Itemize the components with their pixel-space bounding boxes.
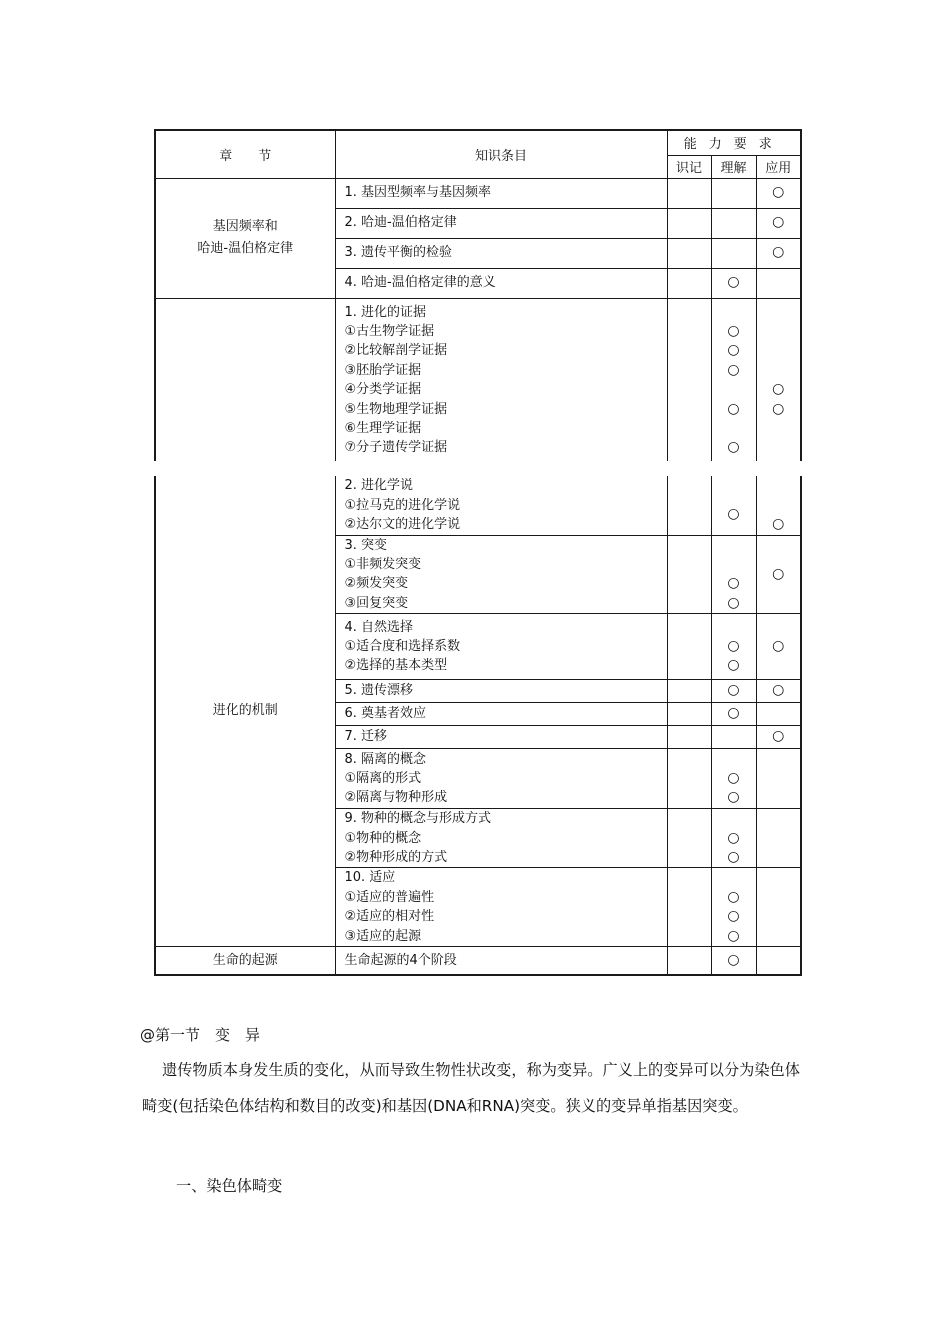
mark-circle: ○: [756, 614, 801, 680]
mark-circle: ○ ○ ○: [711, 868, 756, 947]
header-chapter: 章 节: [155, 130, 335, 178]
mark-circle: ○: [711, 680, 756, 703]
ability-requirements-table-part2: [154, 476, 802, 976]
header-ability: 能力要求: [667, 130, 801, 155]
header-knowledge: 知识条目: [335, 130, 667, 178]
ability-requirements-table-part1: [154, 129, 802, 461]
header-memorize: 识记: [667, 155, 711, 178]
knowledge-item: 8. 隔离的概念 ①隔离的形式 ②隔离与物种形成: [335, 749, 667, 809]
mark-circle: ○ ○: [711, 809, 756, 868]
knowledge-item: 5. 遗传漂移: [335, 680, 667, 703]
header-apply: 应用: [756, 155, 801, 178]
mark-circle: ○ ○: [756, 298, 801, 461]
knowledge-item: 6. 奠基者效应: [335, 703, 667, 726]
mark-circle: ○ ○: [711, 535, 756, 614]
mark-circle: ○: [711, 268, 756, 298]
knowledge-item: 2. 哈迪-温伯格定律: [335, 208, 667, 238]
mark-circle: ○: [756, 535, 801, 614]
knowledge-item: 7. 迁移: [335, 726, 667, 749]
mark-circle: ○: [711, 946, 756, 975]
knowledge-item: 生命起源的4个阶段: [335, 946, 667, 975]
chapter-gene-frequency: 基因频率和 哈迪-温伯格定律: [155, 178, 335, 298]
mark-circle: ○ ○ ○ ○ ○: [711, 298, 756, 461]
mark-circle: ○: [756, 680, 801, 703]
knowledge-item: 4. 自然选择 ①适合度和选择系数 ②选择的基本类型: [335, 614, 667, 680]
knowledge-item: 1. 基因型频率与基因频率: [335, 178, 667, 208]
knowledge-item: 3. 遗传平衡的检验: [335, 238, 667, 268]
body-paragraph: 遗传物质本身发生质的变化，从而导致生物性状改变，称为变异。广义上的变异可以分为染色体畸变(包括染色体结构和数目的改变)和基因(DNA和RNA)突变。狭义的变异单指基因突变。: [142, 1061, 800, 1115]
knowledge-item: 3. 突变 ①非频发突变 ②频发突变 ③回复突变: [335, 535, 667, 614]
mark-circle: ○: [756, 238, 801, 268]
mark-circle: ○: [756, 208, 801, 238]
knowledge-item: 1. 进化的证据 ①古生物学证据 ②比较解剖学证据 ③胚胎学证据 ④分类学证据 ⑤生物地理学证据 ⑥生理学证据 ⑦分子遗传学证据: [335, 298, 667, 461]
mark-circle: ○: [756, 178, 801, 208]
mark-circle: ○ ○: [711, 749, 756, 809]
mark-circle: ○ ○: [711, 614, 756, 680]
chapter-origin-of-life: 生命的起源: [155, 946, 335, 975]
knowledge-item: 10. 适应 ①适应的普遍性 ②适应的相对性 ③适应的起源: [335, 868, 667, 947]
knowledge-item: 4. 哈迪-温伯格定律的意义: [335, 268, 667, 298]
header-understand: 理解: [711, 155, 756, 178]
knowledge-item: 2. 进化学说 ①拉马克的进化学说 ②达尔文的进化学说: [335, 476, 667, 535]
mark-circle: ○: [711, 476, 756, 535]
subheading: 一、染色体畸变: [176, 1177, 283, 1195]
knowledge-item: 9. 物种的概念与形成方式 ①物种的概念 ②物种形成的方式: [335, 809, 667, 868]
mark-circle: ○: [711, 703, 756, 726]
chapter-evolution-mechanism: 进化的机制: [155, 476, 335, 946]
section-title: @第一节 变 异: [140, 1026, 261, 1044]
mark-circle: ○: [756, 726, 801, 749]
mark-circle: ○: [756, 476, 801, 535]
